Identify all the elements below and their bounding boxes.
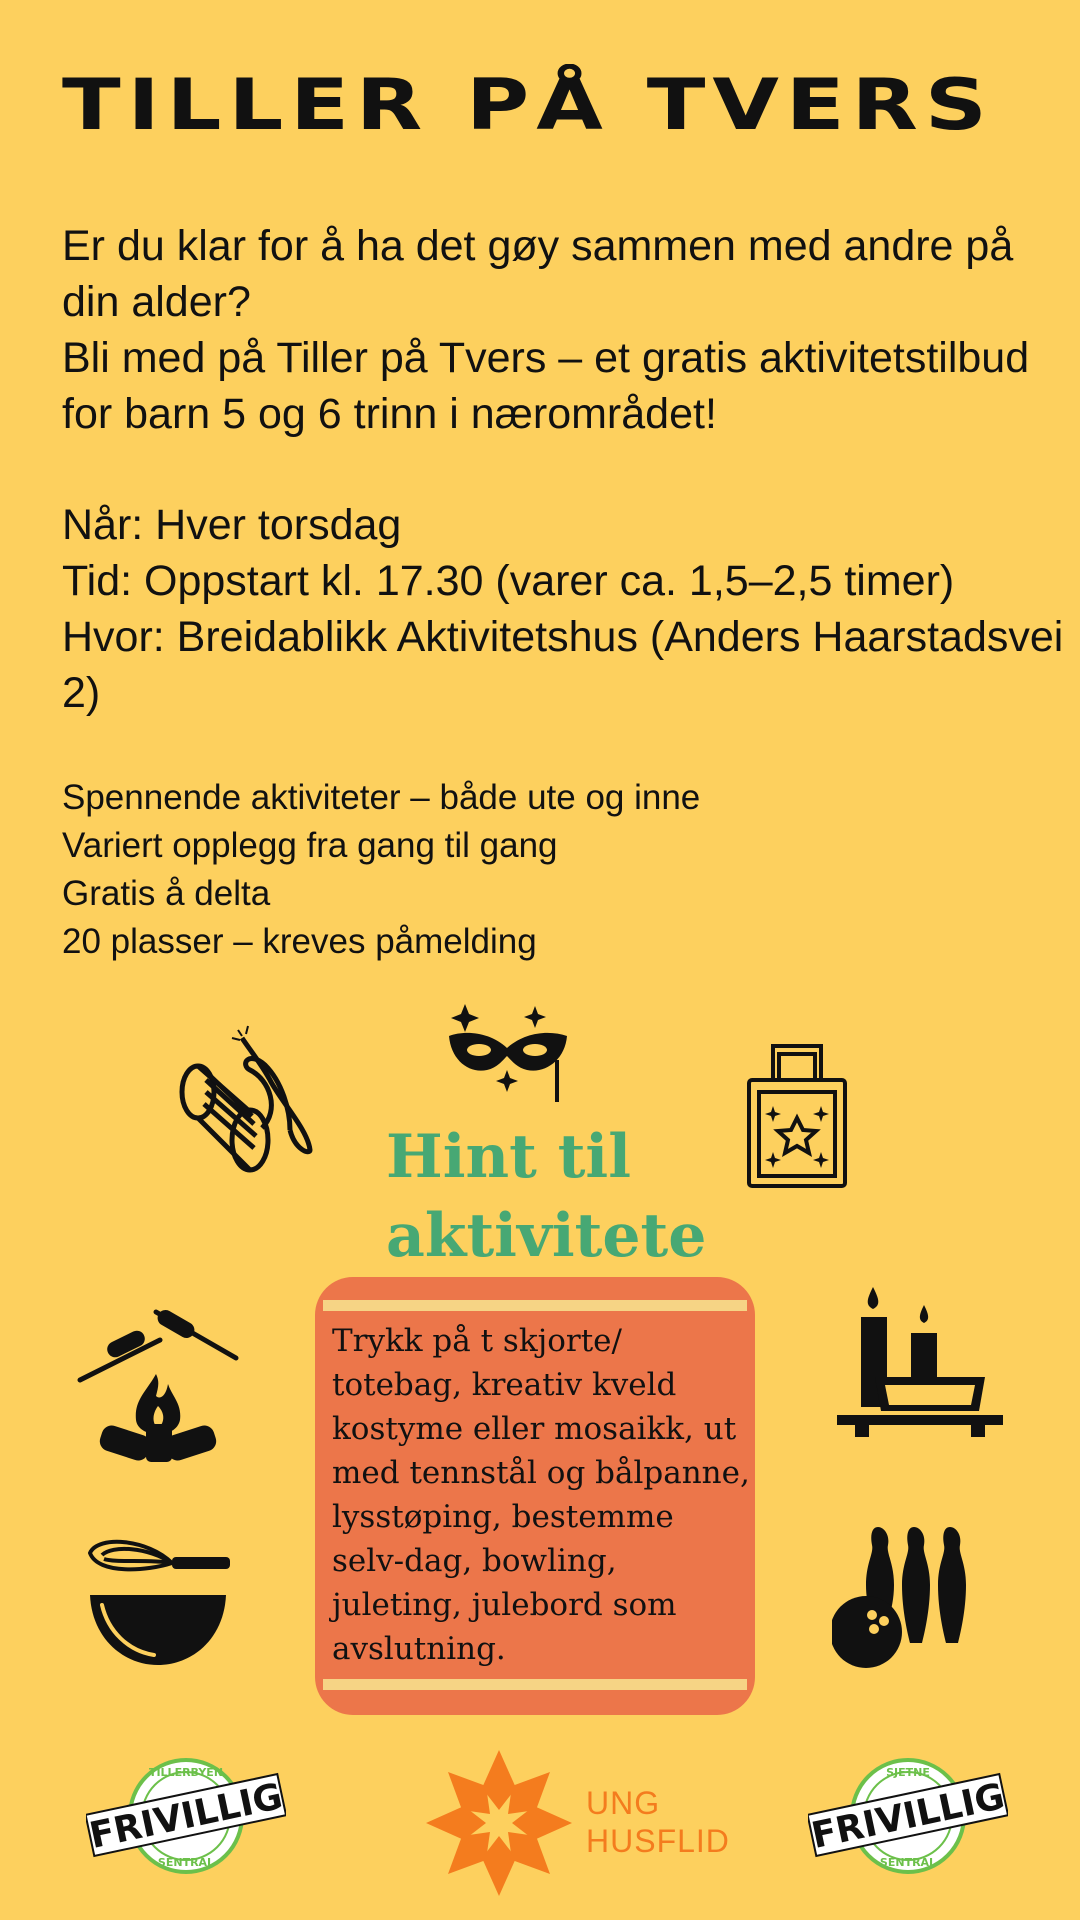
page-title: TILLER PÅ TVERS [62,64,994,147]
card-stripe-bottom [323,1679,747,1690]
ung-husflid-line-1: UNG [586,1785,661,1821]
feature-item: Gratis å delta [62,874,271,913]
badge-ring-text: TILLERBYEN [148,1766,224,1779]
hint-line-1: Hint til [386,1122,632,1192]
hint-line-2: aktivitete [386,1201,707,1271]
feature-item: 20 plasser – kreves påmelding [62,922,537,961]
badge-bottom-text: SENTRAL [157,1856,215,1869]
bowling-icon [832,1525,972,1670]
sjetne-frivilligsentral-logo [808,1752,1008,1880]
badge-ring-text: SJETNE [886,1766,930,1779]
detail-where: Hvor: Breidablikk Aktivitetshus (Anders Haarstadsvei 2) [62,613,1064,717]
badge-word: FRIVILLIG [86,1776,286,1857]
intro-invite: Bli med på Tiller på Tvers – et gratis aktivitetstilbud for barn 5 og 6 trinn i nærområdet! [62,334,1030,438]
candles-icon [835,1285,1005,1440]
card-stripe-top [323,1300,747,1311]
feature-item: Variert opplegg fra gang til gang [62,826,558,865]
ung-husflid-line-2: HUSFLID [586,1823,730,1859]
event-details [62,497,1072,721]
campfire-icon [76,1300,241,1465]
detail-time: Tid: Oppstart kl. 17.30 (varer ca. 1,5–2,5 timer) [62,557,955,605]
hint-heading [386,1118,806,1276]
activities-text: Trykk på t skjorte/ totebag, kreativ kveld kostyme eller mosaikk, ut med tennstål og bålpanne, lysstøping, bestemme selv-dag, bowling, juleting, julebord som avslutning. [332,1323,750,1667]
activities-card [315,1277,755,1715]
tillerbyen-frivilligsentral-logo [86,1752,286,1880]
whisk-bowl-icon [88,1535,233,1670]
badge-word: FRIVILLIG [808,1776,1008,1857]
ung-husflid-wordmark [586,1784,730,1860]
intro-question: Er du klar for å ha det gøy sammen med andre på din alder? [62,222,1014,326]
badge-bottom-text: SENTRAL [879,1856,937,1869]
intro-text [62,218,1072,442]
thread-spool-icon [170,1020,330,1190]
feature-list [62,774,962,966]
detail-when: Når: Hver torsdag [62,501,402,549]
ung-husflid-star-icon [424,1748,574,1898]
feature-item: Spennende aktiviteter – både ute og inne [62,778,701,817]
carnival-mask-icon [445,990,575,1105]
